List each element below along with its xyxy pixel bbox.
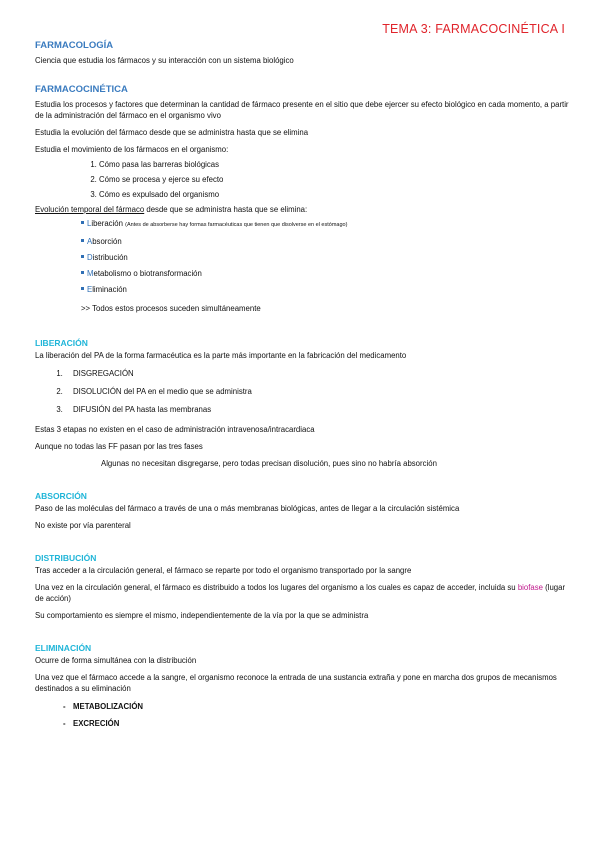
- list-item-label: EXCRECIÓN: [73, 719, 120, 728]
- heading-farmacocinetica: FARMACOCINÉTICA: [35, 84, 128, 95]
- document-content: [35, 40, 575, 735]
- ladme-item: [81, 268, 575, 279]
- ladme-item: [81, 252, 575, 263]
- bullet-square-icon: [81, 287, 84, 290]
- heading-liberacion: LIBERACIÓN: [35, 338, 88, 348]
- ladme-initial: D: [87, 253, 93, 262]
- ladme-item: [81, 218, 575, 231]
- absorcion-p2: No existe por vía parenteral: [35, 521, 131, 530]
- list-item: 1. Cómo pasa las barreras biológicas: [99, 159, 575, 170]
- eliminacion-list: [35, 701, 575, 729]
- ladme-initial: L: [87, 219, 92, 228]
- ladme-rest: istribución: [92, 253, 128, 262]
- ladme-rest: bsorción: [92, 237, 122, 246]
- liberacion-p1: La liberación del PA de la forma farmacéutica es la parte más importante en la fabricación del medicamento: [35, 351, 407, 360]
- step-bold: DISOLUCIÓN: [73, 387, 122, 396]
- document-title: TEMA 3: FARMACOCINÉTICA I: [382, 22, 565, 36]
- farmacologia-definition: Ciencia que estudia los fármacos y su interacción con un sistema biológico: [35, 56, 294, 65]
- distribucion-p2-end: (lugar de acción): [35, 583, 566, 603]
- list-item-label: METABOLIZACIÓN: [73, 702, 144, 711]
- step-rest: del PA hasta las membranas: [110, 405, 212, 414]
- ladme-list: [35, 218, 575, 295]
- liberacion-p2: Estas 3 etapas no existen en el caso de administración intravenosa/intracardiaca: [35, 425, 315, 434]
- ladme-initial: E: [87, 285, 93, 294]
- simultaneous-note: >> Todos estos procesos suceden simultáneamente: [81, 304, 261, 313]
- liberacion-steps: [35, 368, 575, 415]
- step-bold: DIFUSIÓN: [73, 405, 111, 414]
- dash-marker: -: [63, 702, 66, 711]
- step-rest: del PA en el medio que se administra: [121, 387, 252, 396]
- bullet-square-icon: [81, 255, 84, 258]
- ladme-rest: liminación: [92, 285, 127, 294]
- list-item: [63, 718, 575, 729]
- list-item: [63, 701, 575, 712]
- distribucion-p2-start: Una vez en la circulación general, el fármaco es distribuido a todos los lugares del organismo a los cuales es capaz de acceder, incluida su: [35, 583, 518, 592]
- ladme-note: (Antes de absorberse hay formas farmacéuticas que tienen que disolverse en el estómago): [125, 222, 348, 228]
- evolution-line: [35, 204, 575, 215]
- heading-absorcion: ABSORCIÓN: [35, 491, 87, 501]
- heading-distribucion: DISTRIBUCIÓN: [35, 553, 97, 563]
- farmacocinetica-p1: Estudia los procesos y factores que determinan la cantidad de fármaco presente en el sitio que debe ejercer su efecto biológico en cada momento, a partir de la administración del fármaco en el organismo vivo: [35, 100, 569, 120]
- list-item: 3. Cómo es expulsado del organismo: [99, 189, 575, 200]
- movement-list: [35, 159, 575, 200]
- heading-farmacologia: FARMACOLOGÍA: [35, 40, 114, 51]
- evolution-label: Evolución temporal del fármaco: [35, 205, 145, 214]
- list-item: [65, 386, 575, 397]
- eliminacion-p2: Una vez que el fármaco accede a la sangre, el organismo reconoce la entrada de una sustancia extraña y pone en marcha dos grupos de mecanismos destinados a su eliminación: [35, 673, 557, 693]
- absorcion-p1: Paso de las moléculas del fármaco a través de una o más membranas biológicas, antes de llegar a la circulación sistémica: [35, 504, 460, 513]
- farmacocinetica-p3: Estudia el movimiento de los fármacos en el organismo:: [35, 145, 229, 154]
- biofase-term: biofase: [517, 583, 543, 592]
- distribucion-p2: [35, 582, 575, 604]
- ladme-rest: etabolismo o biotransformación: [93, 269, 202, 278]
- ladme-item: [81, 284, 575, 295]
- bullet-square-icon: [81, 221, 84, 224]
- bullet-square-icon: [81, 239, 84, 242]
- ladme-item: [81, 236, 575, 247]
- farmacocinetica-p2: Estudia la evolución del fármaco desde que se administra hasta que se elimina: [35, 128, 309, 137]
- step-bold: DISGREGACIÓN: [73, 369, 134, 378]
- ladme-initial: A: [87, 237, 93, 246]
- ladme-initial: M: [87, 269, 94, 278]
- eliminacion-p1: Ocurre de forma simultánea con la distribución: [35, 656, 197, 665]
- distribucion-p1: Tras acceder a la circulación general, el fármaco se reparte por todo el organismo transportado por la sangre: [35, 566, 412, 575]
- list-item: [65, 404, 575, 415]
- dash-marker: -: [63, 719, 66, 728]
- ladme-rest: iberación: [91, 219, 123, 228]
- list-item: [65, 368, 575, 379]
- evolution-rest: desde que se administra hasta que se elimina:: [144, 205, 308, 214]
- liberacion-p4: Algunas no necesitan disgregarse, pero todas precisan disolución, pues sino no habría absorción: [101, 459, 437, 468]
- distribucion-p3: Su comportamiento es siempre el mismo, independientemente de la vía por la que se administra: [35, 611, 369, 620]
- list-item: 2. Cómo se procesa y ejerce su efecto: [99, 174, 575, 185]
- liberacion-p3: Aunque no todas las FF pasan por las tres fases: [35, 442, 203, 451]
- heading-eliminacion: ELIMINACIÓN: [35, 643, 92, 653]
- bullet-square-icon: [81, 271, 84, 274]
